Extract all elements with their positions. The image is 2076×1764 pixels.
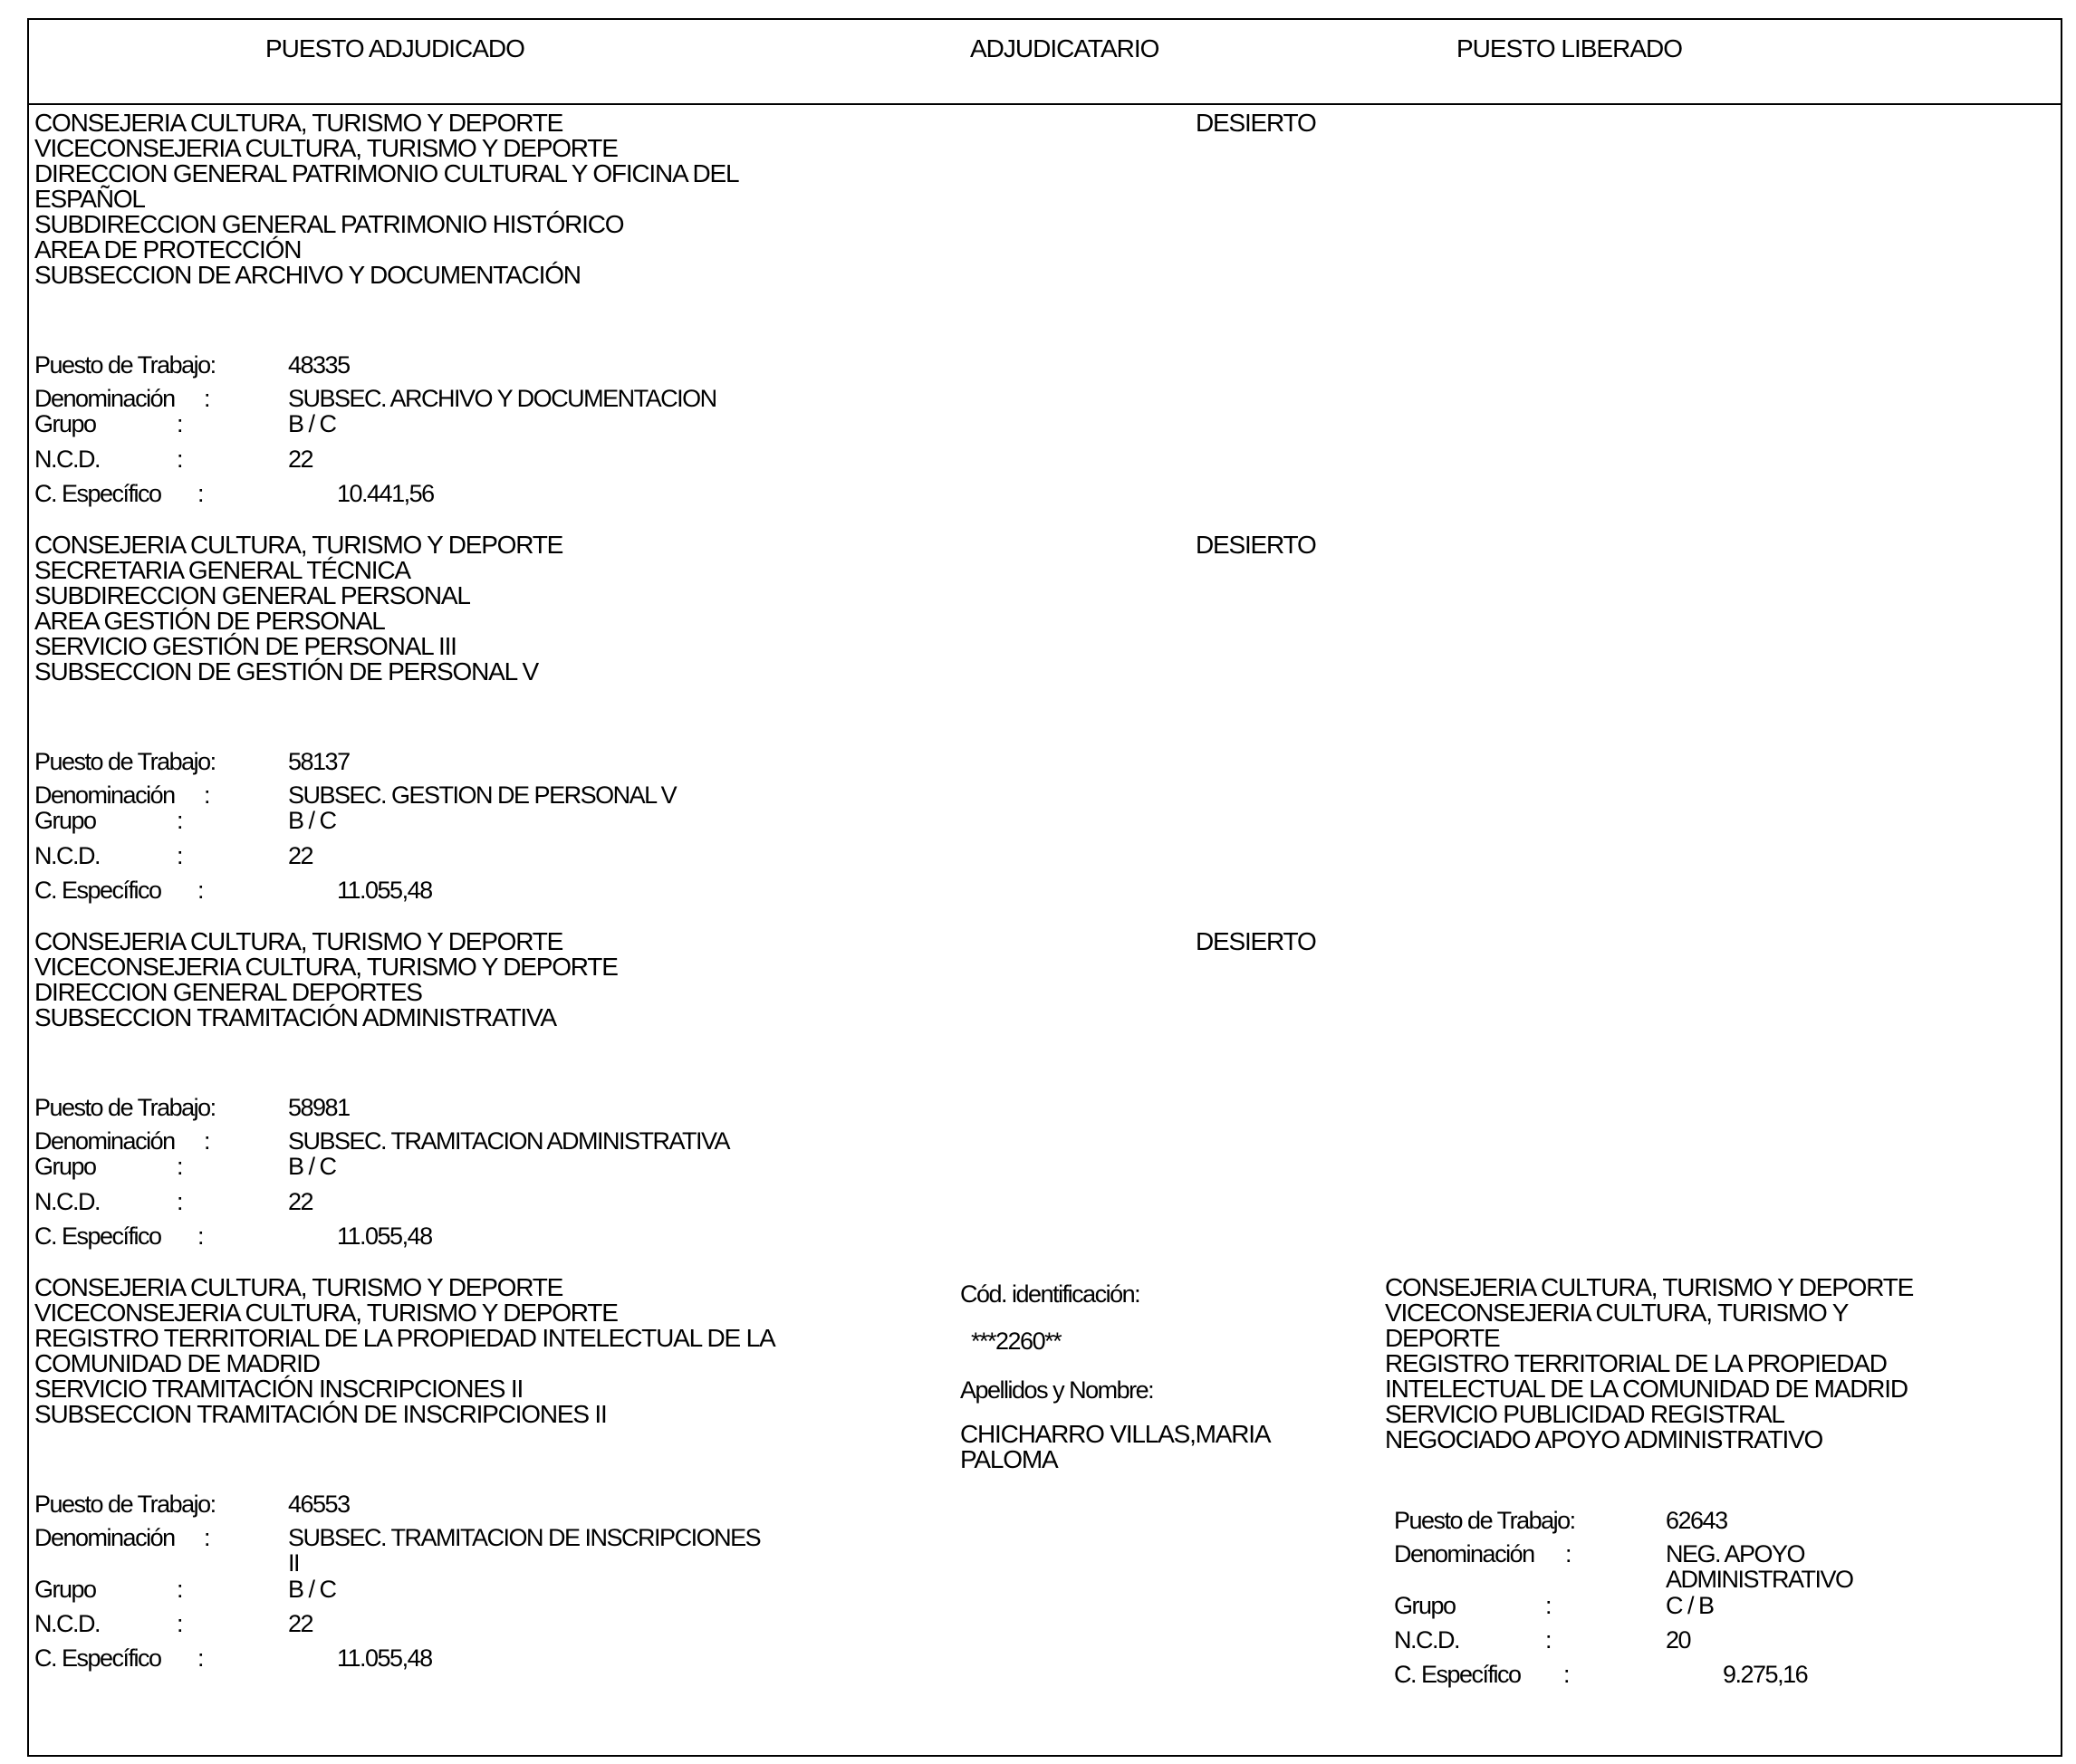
colon: : (204, 385, 210, 412)
label-puesto-de-trabajo: Puesto de Trabajo: (1394, 1507, 1575, 1534)
colon: : (177, 1153, 183, 1180)
org-line: CONSEJERIA CULTURA, TURISMO Y DEPORTE (34, 927, 563, 955)
org-line: SECRETARIA GENERAL TÉCNICA (34, 556, 410, 584)
value-ncd: 20 (1666, 1626, 1691, 1654)
liberado-org-line: CONSEJERIA CULTURA, TURISMO Y DEPORTE (1385, 1273, 1914, 1301)
value-puesto: 58981 (288, 1094, 350, 1121)
org-line: DIRECCION GENERAL PATRIMONIO CULTURAL Y OFICINA DEL (34, 159, 739, 187)
org-line: CONSEJERIA CULTURA, TURISMO Y DEPORTE (34, 531, 563, 559)
header-puesto-liberado: PUESTO LIBERADO (1456, 34, 1683, 62)
label-puesto-de-trabajo: Puesto de Trabajo: (34, 1094, 216, 1121)
liberado-org-line: REGISTRO TERRITORIAL DE LA PROPIEDAD (1385, 1349, 1887, 1377)
label-grupo: Grupo (1394, 1592, 1456, 1619)
value-c-especifico: 11.055,48 (337, 877, 432, 904)
label-ncd: N.C.D. (34, 1188, 100, 1215)
value-ncd: 22 (288, 446, 313, 473)
label-c-especifico: C. Específico (34, 1222, 161, 1250)
liberado-org-line: NEGOCIADO APOYO ADMINISTRATIVO (1385, 1425, 1823, 1453)
value-grupo: B / C (288, 410, 336, 437)
org-line: AREA GESTIÓN DE PERSONAL (34, 607, 385, 635)
label-ncd: N.C.D. (34, 842, 100, 869)
colon: : (1545, 1592, 1552, 1619)
colon: : (177, 842, 183, 869)
label-puesto-de-trabajo: Puesto de Trabajo: (34, 748, 216, 775)
org-line: SUBSECCION TRAMITACIÓN ADMINISTRATIVA (34, 1003, 556, 1031)
liberado-org-line: VICECONSEJERIA CULTURA, TURISMO Y (1385, 1299, 1849, 1327)
header-adjudicatario: ADJUDICATARIO (970, 34, 1159, 62)
org-line: COMUNIDAD DE MADRID (34, 1349, 320, 1377)
value-puesto: 46553 (288, 1491, 350, 1518)
org-line: SERVICIO TRAMITACIÓN INSCRIPCIONES II (34, 1375, 524, 1403)
colon: : (177, 1576, 183, 1603)
value-c-especifico: 11.055,48 (337, 1644, 432, 1672)
value-ncd: 22 (288, 1188, 313, 1215)
header-puesto-adjudicado: PUESTO ADJUDICADO (265, 34, 524, 62)
label-denominacion: Denominación (1394, 1540, 1534, 1567)
colon: : (204, 781, 210, 809)
org-line: ESPAÑOL (34, 185, 145, 213)
org-line: AREA DE PROTECCIÓN (34, 235, 302, 264)
colon: : (1545, 1626, 1552, 1654)
label-ncd: N.C.D. (34, 446, 100, 473)
value-nombre-cont: PALOMA (960, 1445, 1058, 1473)
colon: : (204, 1127, 210, 1155)
value-puesto: 58137 (288, 748, 350, 775)
colon: : (204, 1524, 210, 1551)
label-ncd: N.C.D. (34, 1610, 100, 1637)
liberado-org-line: DEPORTE (1385, 1324, 1500, 1352)
value-denominacion: SUBSEC. TRAMITACION ADMINISTRATIVA (288, 1127, 730, 1155)
colon: : (197, 1644, 204, 1672)
value-ncd: 22 (288, 842, 313, 869)
org-line: SUBSECCION TRAMITACIÓN DE INSCRIPCIONES II (34, 1400, 607, 1428)
value-cod-identificacion: ***2260** (971, 1328, 1062, 1355)
colon: : (177, 1610, 183, 1637)
value-puesto: 48335 (288, 351, 350, 379)
adjudicatario-status: DESIERTO (1196, 109, 1316, 137)
label-c-especifico: C. Específico (34, 1644, 161, 1672)
label-grupo: Grupo (34, 410, 96, 437)
value-grupo: B / C (288, 1153, 336, 1180)
colon: : (177, 1188, 183, 1215)
label-ncd: N.C.D. (1394, 1626, 1459, 1654)
liberado-org-line: INTELECTUAL DE LA COMUNIDAD DE MADRID (1385, 1375, 1908, 1403)
adjudicatario-status: DESIERTO (1196, 531, 1316, 559)
label-c-especifico: C. Específico (34, 877, 161, 904)
value-ncd: 22 (288, 1610, 313, 1637)
value-puesto: 62643 (1666, 1507, 1727, 1534)
colon: : (197, 480, 204, 507)
value-denominacion: SUBSEC. ARCHIVO Y DOCUMENTACION (288, 385, 716, 412)
org-line: SUBDIRECCION GENERAL PERSONAL (34, 581, 470, 609)
value-denominacion-cont: ADMINISTRATIVO (1666, 1566, 1853, 1593)
colon: : (177, 410, 183, 437)
org-line: SUBDIRECCION GENERAL PATRIMONIO HISTÓRICO (34, 210, 624, 238)
value-grupo: C / B (1666, 1592, 1714, 1619)
label-apellidos-nombre: Apellidos y Nombre: (960, 1376, 1154, 1404)
value-grupo: B / C (288, 1576, 336, 1603)
label-puesto-de-trabajo: Puesto de Trabajo: (34, 1491, 216, 1518)
org-line: VICECONSEJERIA CULTURA, TURISMO Y DEPORTE (34, 953, 618, 981)
org-line: VICECONSEJERIA CULTURA, TURISMO Y DEPORTE (34, 1299, 618, 1327)
adjudicatario-status: DESIERTO (1196, 927, 1316, 955)
value-c-especifico: 10.441,56 (337, 480, 434, 507)
label-denominacion: Denominación (34, 1524, 175, 1551)
colon: : (1565, 1540, 1571, 1567)
org-line: SERVICIO GESTIÓN DE PERSONAL III (34, 632, 457, 660)
colon: : (1563, 1661, 1570, 1688)
value-grupo: B / C (288, 807, 336, 834)
org-line: CONSEJERIA CULTURA, TURISMO Y DEPORTE (34, 109, 563, 137)
colon: : (177, 807, 183, 834)
label-denominacion: Denominación (34, 1127, 175, 1155)
label-grupo: Grupo (34, 1576, 96, 1603)
colon: : (197, 877, 204, 904)
header-divider (27, 103, 2062, 105)
label-grupo: Grupo (34, 807, 96, 834)
value-c-especifico: 9.275,16 (1723, 1661, 1808, 1688)
value-c-especifico: 11.055,48 (337, 1222, 432, 1250)
value-denominacion-cont: II (288, 1549, 300, 1577)
org-line: CONSEJERIA CULTURA, TURISMO Y DEPORTE (34, 1273, 563, 1301)
org-line: SUBSECCION DE ARCHIVO Y DOCUMENTACIÓN (34, 261, 581, 289)
label-c-especifico: C. Específico (34, 480, 161, 507)
org-line: REGISTRO TERRITORIAL DE LA PROPIEDAD INTELECTUAL DE LA (34, 1324, 775, 1352)
label-c-especifico: C. Específico (1394, 1661, 1521, 1688)
label-grupo: Grupo (34, 1153, 96, 1180)
org-line: SUBSECCION DE GESTIÓN DE PERSONAL V (34, 657, 538, 685)
value-denominacion: SUBSEC. GESTION DE PERSONAL V (288, 781, 677, 809)
label-denominacion: Denominación (34, 781, 175, 809)
value-denominacion: SUBSEC. TRAMITACION DE INSCRIPCIONES (288, 1524, 761, 1551)
colon: : (177, 446, 183, 473)
label-cod-identificacion: Cód. identificación: (960, 1280, 1140, 1308)
org-line: DIRECCION GENERAL DEPORTES (34, 978, 422, 1006)
value-denominacion: NEG. APOYO (1666, 1540, 1805, 1567)
label-denominacion: Denominación (34, 385, 175, 412)
value-nombre: CHICHARRO VILLAS,MARIA (960, 1420, 1271, 1448)
colon: : (197, 1222, 204, 1250)
label-puesto-de-trabajo: Puesto de Trabajo: (34, 351, 216, 379)
liberado-org-line: SERVICIO PUBLICIDAD REGISTRAL (1385, 1400, 1784, 1428)
org-line: VICECONSEJERIA CULTURA, TURISMO Y DEPORTE (34, 134, 618, 162)
